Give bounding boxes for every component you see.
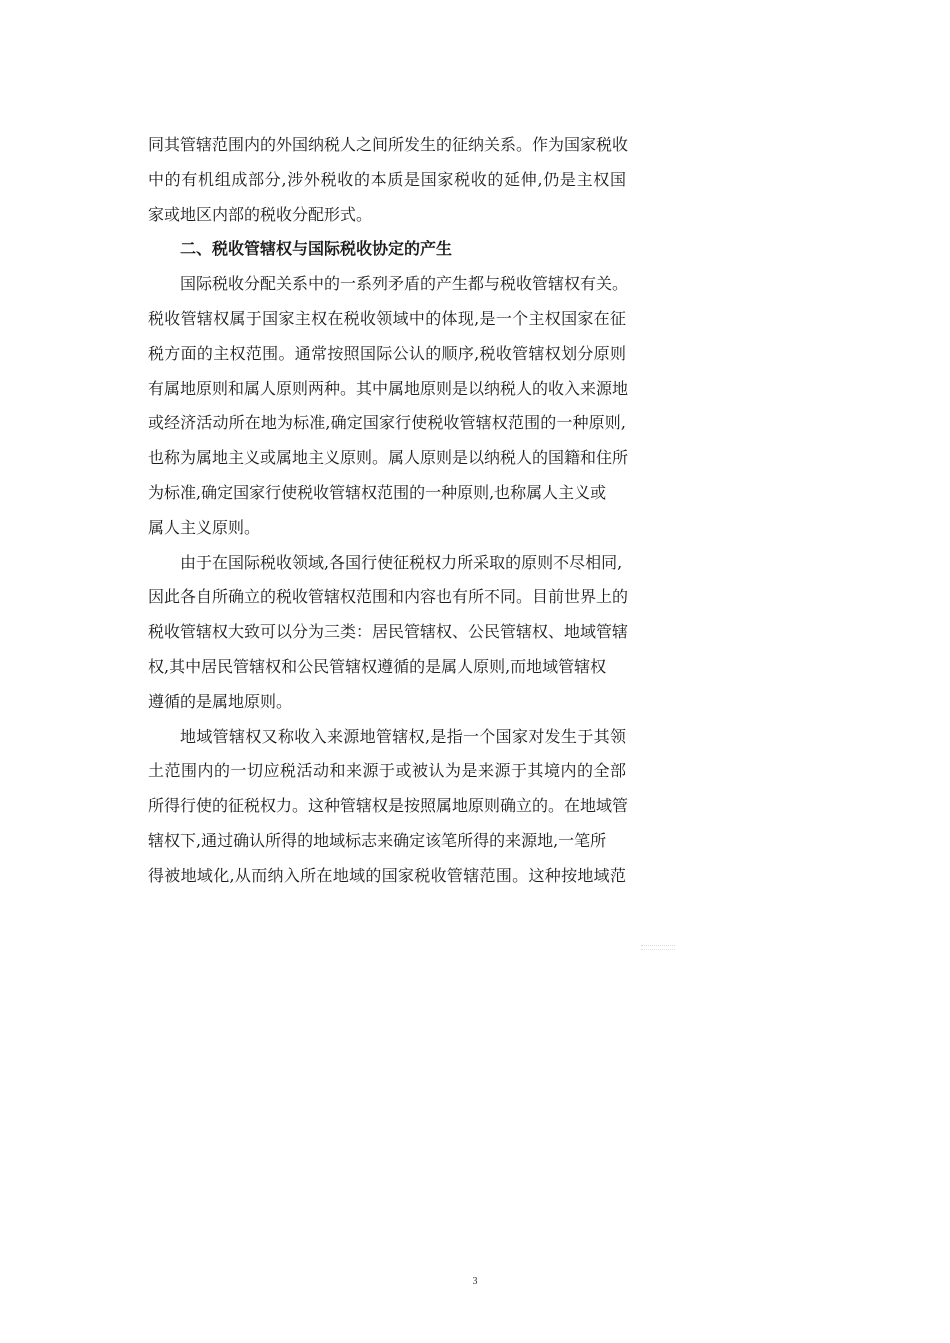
- text-line: 所得行使的征税权力。这种管辖权是按照属地原则确立的。在地域管: [148, 796, 629, 816]
- text-line: 属人主义原则。: [148, 517, 261, 537]
- text-line: 得被地域化,从而纳入所在地域的国家税收管辖范围。这种按地域范: [148, 865, 626, 885]
- text-line: 辖权下,通过确认所得的地域标志来确定该笔所得的来源地,一笔所: [148, 830, 607, 850]
- section-heading: 二、税收管辖权与国际税收协定的产生: [180, 239, 453, 259]
- text-line: 有属地原则和属人原则两种。其中属地原则是以纳税人的收入来源地: [148, 378, 629, 398]
- text-line: 遵循的是属地原则。: [148, 691, 293, 711]
- scan-artifact: [641, 945, 675, 950]
- paragraph-first-line: 由于在国际税收领域,各国行使征税权力所采取的原则不尽相同,: [180, 552, 623, 572]
- page-number: 3: [472, 1276, 478, 1287]
- text-line: 同其管辖范围内的外国纳税人之间所发生的征纳关系。作为国家税收: [148, 135, 629, 154]
- text-line: 土范围内的一切应税活动和来源于或被认为是来源于其境内的全部: [148, 761, 626, 781]
- text-line: 家或地区内部的税收分配形式。: [148, 204, 373, 224]
- text-line: 或经济活动所在地为标准,确定国家行使税收管辖权范围的一种原则,: [148, 413, 626, 433]
- text-line: 因此各自所确立的税收管辖权范围和内容也有所不同。目前世界上的: [148, 587, 629, 607]
- document-body: [148, 128, 629, 894]
- paragraph-first-line: 地域管辖权又称收入来源地管辖权,是指一个国家对发生于其领: [180, 726, 626, 746]
- text-line: 中的有机组成部分,涉外税收的本质是国家税收的延伸,仍是主权国: [148, 169, 626, 189]
- text-line: 为标准,确定国家行使税收管辖权范围的一种原则,也称属人主义或: [148, 482, 607, 502]
- text-line: 也称为属地主义或属地主义原则。属人原则是以纳税人的国籍和住所: [148, 448, 629, 468]
- text-line: 税方面的主权范围。通常按照国际公认的顺序,税收管辖权划分原则: [148, 343, 626, 363]
- text-line: 税收管辖权属于国家主权在税收领域中的体现,是一个主权国家在征: [148, 308, 626, 328]
- paragraph-first-line: 国际税收分配关系中的一系列矛盾的产生都与税收管辖权有关。: [180, 274, 629, 294]
- text-line: 税收管辖权大致可以分为三类：居民管辖权、公民管辖权、地域管辖: [148, 622, 629, 642]
- text-line: 权,其中居民管辖权和公民管辖权遵循的是属人原则,而地域管辖权: [148, 656, 607, 676]
